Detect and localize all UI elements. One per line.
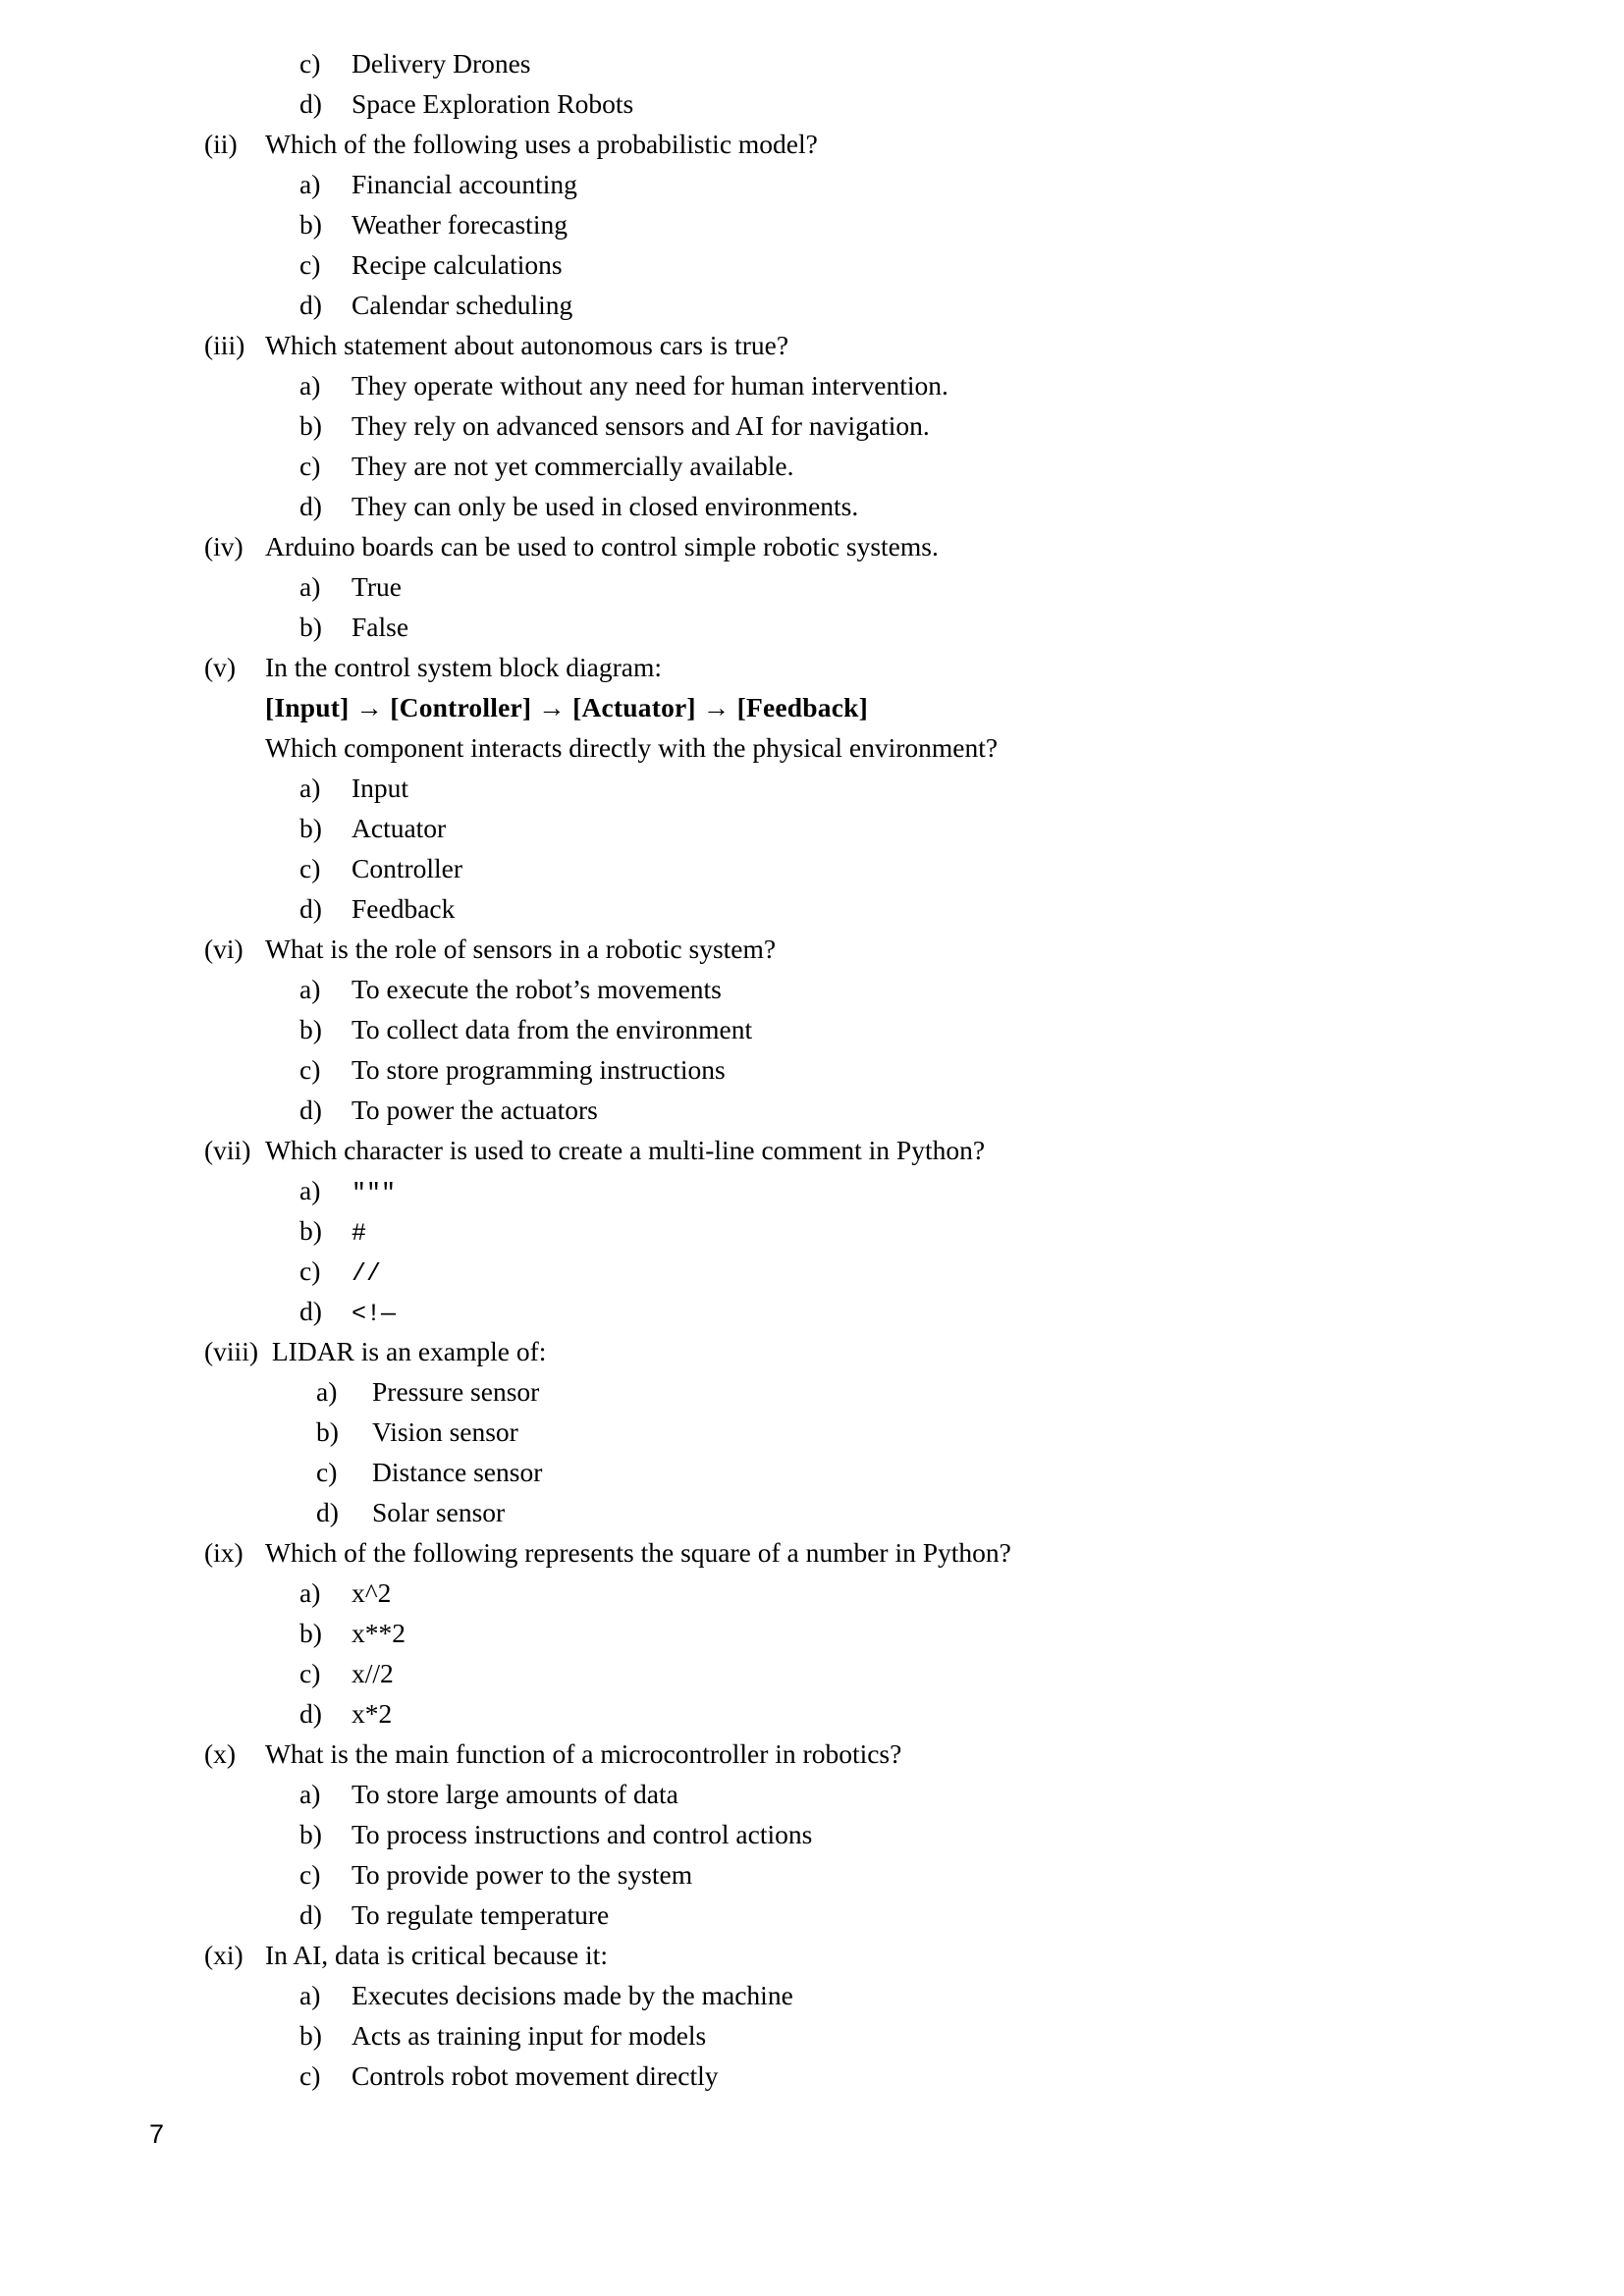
option-letter: b) [299, 1819, 322, 1849]
option-text: True [352, 571, 402, 602]
option-text: To power the actuators [352, 1095, 598, 1125]
option-text: Calendar scheduling [352, 290, 573, 320]
option-text: Recipe calculations [352, 249, 563, 280]
option-text: Financial accounting [352, 169, 577, 199]
option-row [0, 1854, 1624, 1895]
option-text: To regulate temperature [352, 1899, 610, 1930]
option-row [0, 1613, 1624, 1653]
option-row [0, 1170, 1624, 1210]
option-row [0, 244, 1624, 285]
option-row [0, 808, 1624, 848]
option-row [0, 1492, 1624, 1532]
question-row [0, 1734, 1624, 1774]
option-text: They can only be used in closed environments. [352, 491, 859, 521]
option-letter: b) [299, 1215, 322, 1246]
option-letter: a) [299, 1577, 321, 1608]
question-text: What is the main function of a microcontroller in robotics? [265, 1738, 902, 1769]
option-letter: c) [316, 1457, 338, 1487]
question-text: In the control system block diagram: [265, 652, 663, 682]
option-row [0, 1814, 1624, 1854]
option-row [0, 1693, 1624, 1734]
question-text: Which statement about autonomous cars is true? [265, 330, 789, 360]
option-letter: c) [299, 48, 321, 79]
question-numeral: (ii) [204, 129, 238, 159]
option-row [0, 1291, 1624, 1331]
option-row [0, 1412, 1624, 1452]
carryover-option-list [0, 43, 1624, 124]
question-numeral: (xi) [204, 1940, 244, 1970]
question-numeral: (vi) [204, 934, 244, 964]
option-row [0, 1573, 1624, 1613]
option-letter: d) [299, 491, 322, 521]
option-row [0, 888, 1624, 929]
question-text: LIDAR is an example of: [265, 1336, 547, 1366]
option-text: # [352, 1219, 367, 1248]
option-text: To store programming instructions [352, 1054, 726, 1085]
option-row [0, 1090, 1624, 1130]
option-text: <!— [352, 1300, 397, 1328]
option-text: Space Exploration Robots [352, 88, 634, 119]
option-letter: a) [299, 370, 321, 400]
option-row [0, 1774, 1624, 1814]
option-letter: a) [299, 974, 321, 1004]
option-letter: a) [299, 571, 321, 602]
question-text: Which of the following represents the square of a number in Python? [265, 1537, 1011, 1568]
option-row [0, 1452, 1624, 1492]
option-text: Distance sensor [372, 1457, 543, 1487]
question-continuation-text: Which component interacts directly with the physical environment? [265, 732, 999, 763]
option-text: To provide power to the system [352, 1859, 693, 1890]
option-text: Delivery Drones [352, 48, 531, 79]
option-row [0, 607, 1624, 647]
option-row [0, 1049, 1624, 1090]
option-text: Solar sensor [372, 1497, 506, 1527]
question-row [0, 124, 1624, 164]
question-row [0, 325, 1624, 365]
option-letter: b) [299, 410, 322, 441]
option-text: Controller [352, 853, 463, 883]
option-text: x**2 [352, 1618, 406, 1648]
option-text: To execute the robot’s movements [352, 974, 722, 1004]
option-letter: d) [316, 1497, 339, 1527]
option-row [0, 1251, 1624, 1291]
question-list [0, 124, 1624, 2096]
question-numeral: (ix) [204, 1537, 244, 1568]
option-row [0, 848, 1624, 888]
option-text: They operate without any need for human intervention. [352, 370, 948, 400]
option-letter: c) [299, 1859, 321, 1890]
question-row [0, 1130, 1624, 1170]
option-letter: b) [299, 813, 322, 843]
option-letter: b) [316, 1416, 339, 1447]
option-letter: b) [299, 2020, 322, 2051]
option-row [0, 969, 1624, 1009]
option-row [0, 1975, 1624, 2015]
option-row [0, 83, 1624, 124]
option-row [0, 365, 1624, 405]
option-letter: d) [299, 893, 322, 924]
question-row [0, 1331, 1624, 1371]
option-letter: a) [299, 1980, 321, 2010]
option-row [0, 2056, 1624, 2096]
option-letter: a) [299, 169, 321, 199]
question-row [0, 526, 1624, 566]
option-text: x^2 [352, 1577, 392, 1608]
option-letter: c) [299, 1054, 321, 1085]
option-letter: c) [299, 1658, 321, 1688]
option-letter: a) [316, 1376, 338, 1407]
option-text: To store large amounts of data [352, 1779, 678, 1809]
option-row [0, 204, 1624, 244]
option-text: Vision sensor [372, 1416, 518, 1447]
question-numeral: (viii) [204, 1336, 258, 1366]
option-row [0, 405, 1624, 446]
option-text: Controls robot movement directly [352, 2060, 719, 2091]
option-letter: c) [299, 1255, 321, 1286]
option-row [0, 43, 1624, 83]
question-text: What is the role of sensors in a robotic system? [265, 934, 777, 964]
question-numeral: (iv) [204, 531, 244, 561]
exam-question-list [0, 43, 1624, 2096]
option-row [0, 768, 1624, 808]
option-letter: c) [299, 853, 321, 883]
question-row [0, 1532, 1624, 1573]
option-letter: b) [299, 1014, 322, 1044]
option-text: Weather forecasting [352, 209, 568, 240]
question-numeral: (iii) [204, 330, 245, 360]
option-row [0, 2015, 1624, 2056]
option-text: // [352, 1259, 382, 1288]
option-row [0, 1895, 1624, 1935]
question-row [0, 647, 1624, 687]
option-letter: b) [299, 612, 322, 642]
question-numeral: (vii) [204, 1135, 251, 1165]
option-text: Input [352, 773, 409, 803]
option-row [0, 1210, 1624, 1251]
option-text: False [352, 612, 409, 642]
question-text: In AI, data is critical because it: [265, 1940, 608, 1970]
block-diagram-line: [Input] → [Controller] → [Actuator] → [Feedback] [265, 692, 868, 722]
question-numeral: (x) [204, 1738, 237, 1769]
option-text: x//2 [352, 1658, 394, 1688]
option-text: Feedback [352, 893, 456, 924]
question-row [0, 1935, 1624, 1975]
option-text: Executes decisions made by the machine [352, 1980, 793, 2010]
option-letter: c) [299, 451, 321, 481]
option-row [0, 1371, 1624, 1412]
option-letter: d) [299, 88, 322, 119]
option-letter: d) [299, 1095, 322, 1125]
option-text: x*2 [352, 1698, 393, 1729]
question-text: Arduino boards can be used to control simple robotic systems. [265, 531, 939, 561]
option-text: Actuator [352, 813, 447, 843]
option-letter: c) [299, 249, 321, 280]
option-letter: d) [299, 1899, 322, 1930]
option-text: They are not yet commercially available. [352, 451, 794, 481]
question-text: Which character is used to create a multi-line comment in Python? [265, 1135, 986, 1165]
question-numeral: (v) [204, 652, 237, 682]
option-letter: d) [299, 290, 322, 320]
question-row [0, 929, 1624, 969]
option-text: They rely on advanced sensors and AI for navigation. [352, 410, 930, 441]
option-row [0, 446, 1624, 486]
option-letter: b) [299, 209, 322, 240]
option-letter: c) [299, 2060, 321, 2091]
option-row [0, 164, 1624, 204]
option-letter: a) [299, 1175, 321, 1205]
option-letter: d) [299, 1698, 322, 1729]
question-text: Which of the following uses a probabilistic model? [265, 129, 818, 159]
option-letter: d) [299, 1296, 322, 1326]
option-row [0, 486, 1624, 526]
option-row [0, 1009, 1624, 1049]
option-letter: a) [299, 773, 321, 803]
option-letter: b) [299, 1618, 322, 1648]
option-text: To process instructions and control actions [352, 1819, 813, 1849]
option-text: To collect data from the environment [352, 1014, 753, 1044]
option-row [0, 285, 1624, 325]
option-row [0, 566, 1624, 607]
option-text: Pressure sensor [372, 1376, 540, 1407]
option-text: """ [352, 1179, 397, 1207]
option-letter: a) [299, 1779, 321, 1809]
option-text: Acts as training input for models [352, 2020, 707, 2051]
option-row [0, 1653, 1624, 1693]
page-number: 7 [149, 2119, 165, 2149]
